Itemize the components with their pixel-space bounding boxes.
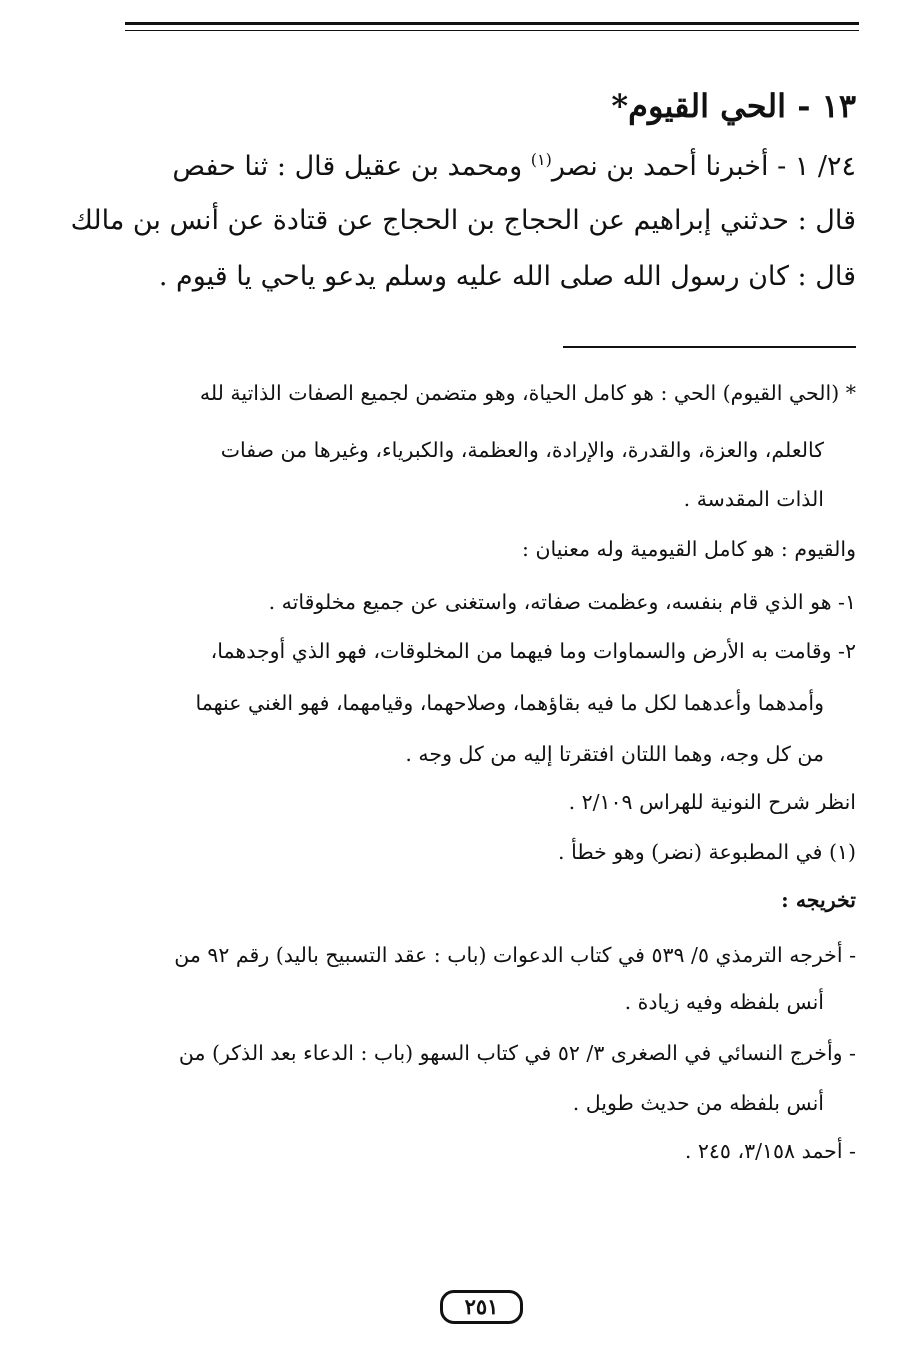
footnote-separator xyxy=(563,346,856,348)
section-heading: ١٣ - الحي القيوم* xyxy=(611,87,856,125)
note-line: ١- هو الذي قام بنفسه، وعظمت صفاته، واستغنى عن جميع مخلوقاته . xyxy=(268,590,856,614)
note-line: - وأخرج النسائي في الصغرى ٣/ ٥٢ في كتاب السهو (باب : الدعاء بعد الذكر) من xyxy=(178,1041,856,1065)
note-line: وأمدهما وأعدهما لكل ما فيه بقاؤهما، وصلاحهما، وقيامهما، فهو الغني عنهما xyxy=(195,691,824,715)
hadith-line-1-a: ٢٤/ ١ - أخبرنا أحمد بن نصر xyxy=(551,151,856,182)
page-number: ٢٥١ xyxy=(440,1290,523,1324)
note-line: - أخرجه الترمذي ٥/ ٥٣٩ في كتاب الدعوات (باب : عقد التسبيح باليد) رقم ٩٢ من xyxy=(174,943,856,967)
footnote-ref: (١) xyxy=(530,150,552,169)
note-line: أنس بلفظه من حديث طويل . xyxy=(572,1091,824,1115)
hadith-line-2: قال : حدثني إبراهيم عن الحجاج بن الحجاج عن قتادة عن أنس بن مالك xyxy=(70,205,856,236)
top-rule xyxy=(125,22,859,25)
note-line: من كل وجه، وهما اللتان افتقرتا إليه من كل وجه . xyxy=(405,742,824,766)
hadith-line-3: قال : كان رسول الله صلى الله عليه وسلم يدعو ياحي يا قيوم . xyxy=(158,261,856,292)
note-line: كالعلم، والعزة، والقدرة، والإرادة، والعظمة، والكبرياء، وغيرها من صفات xyxy=(220,438,824,462)
note-line: - أحمد ٣/١٥٨، ٢٤٥ . xyxy=(684,1139,856,1163)
hadith-line-1 xyxy=(126,140,856,194)
footnote-1: (١) في المطبوعة (نضر) وهو خطأ . xyxy=(558,840,856,864)
hadith-line-1-b: ومحمد بن عقيل قال : ثنا حفص xyxy=(172,151,531,182)
top-rule-thin xyxy=(125,30,859,31)
note-line: * (الحي القيوم) الحي : هو كامل الحياة، وهو متضمن لجميع الصفات الذاتية لله xyxy=(199,381,856,405)
note-line: والقيوم : هو كامل القيومية وله معنيان : xyxy=(522,537,856,561)
note-line: أنس بلفظه وفيه زيادة . xyxy=(624,990,824,1014)
note-line: ٢- وقامت به الأرض والسماوات وما فيهما من المخلوقات، فهو الذي أوجدهما، xyxy=(210,639,856,663)
note-line: انظر شرح النونية للهراس ٢/١٠٩ . xyxy=(568,790,856,814)
note-line: الذات المقدسة . xyxy=(683,487,824,511)
takhrij-heading: تخريجه : xyxy=(781,888,856,912)
